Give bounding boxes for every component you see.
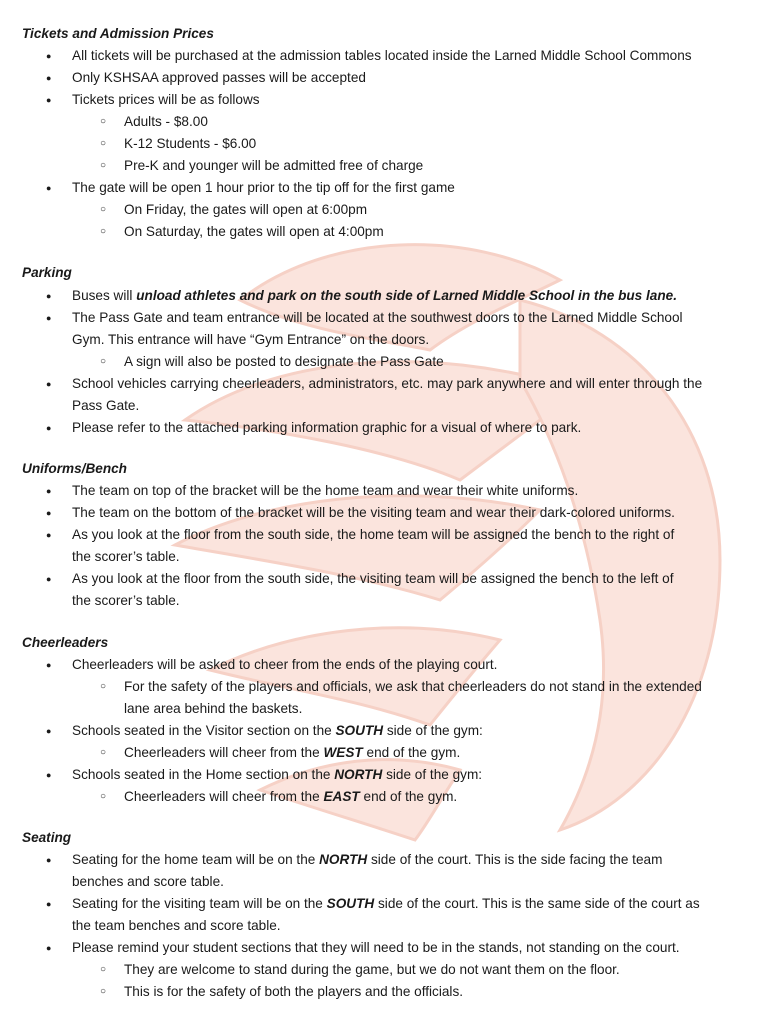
bullet-item: ● Cheerleaders will be asked to cheer from the ends of the playing court. (72, 654, 497, 676)
bullet-item: ● As you look at the floor from the south side, the home team will be assigned the bench to the right of (72, 524, 674, 546)
bullet-item: ● The team on the bottom of the bracket will be the visiting team and wear their dark-colored uniforms. (72, 502, 675, 524)
bullet-emphasis: SOUTH (335, 723, 384, 738)
bullet-continuation: benches and score table. (72, 874, 224, 889)
sub-bullet-item: ○ A sign will also be posted to designate the Pass Gate (124, 351, 444, 373)
bullet-text: end of the gym. (359, 789, 458, 804)
sub-bullet-item: ○ On Friday, the gates will open at 6:00pm (124, 199, 367, 221)
bullet-text: Seating for the home team will be on the (72, 852, 320, 867)
bullet-item: ● Please refer to the attached parking information graphic for a visual of where to park. (72, 417, 581, 439)
bullet-text: Schools seated in the Home section on the (72, 767, 335, 782)
bullet-text: side of the gym: (383, 723, 483, 738)
bullet-emphasis: SOUTH (326, 896, 375, 911)
bullet-item (72, 720, 483, 742)
bullet-text: end of the gym. (362, 745, 461, 760)
bullet-emphasis: NORTH (319, 852, 368, 867)
bullet-item: ● As you look at the floor from the south side, the visiting team will be assigned the bench to the left of (72, 568, 673, 590)
sub-bullet-item (124, 786, 457, 808)
bullet-item: ● The team on top of the bracket will be the home team and wear their white uniforms. (72, 480, 578, 502)
bullet-text: Cheerleaders will cheer from the (124, 789, 324, 804)
sub-bullet-item: ○ Adults - $8.00 (124, 111, 208, 133)
section-heading-seating: Seating (22, 830, 72, 845)
bullet-continuation: the team benches and score table. (72, 918, 281, 933)
bullet-text: Seating for the visiting team will be on the (72, 896, 327, 911)
section-heading-cheerleaders: Cheerleaders (22, 635, 109, 650)
bullet-item: ● All tickets will be purchased at the admission tables located inside the Larned Middle School Commons (72, 45, 692, 67)
section-heading-uniforms: Uniforms/Bench (22, 461, 127, 476)
section-heading-parking: Parking (22, 265, 72, 280)
sub-bullet-continuation: lane area behind the baskets. (124, 701, 303, 716)
bullet-text: side of the gym: (382, 767, 483, 782)
bullet-continuation: Gym. This entrance will have “Gym Entrance” on the doors. (72, 332, 430, 347)
bullet-text: side of the court. This is the side facing the team (367, 852, 663, 867)
bullet-item: ● Tickets prices will be as follows (72, 89, 260, 111)
bullet-text: side of the court. This is the same side of the court as (374, 896, 700, 911)
bullet-emphasis: NORTH (334, 767, 383, 782)
sub-bullet-item: ○ They are welcome to stand during the game, but we do not want them on the floor. (124, 959, 620, 981)
section-heading-tickets: Tickets and Admission Prices (22, 26, 214, 41)
bullet-item (72, 849, 662, 871)
bullet-item: ● Please remind your student sections that they will need to be in the stands, not standing on the court. (72, 937, 680, 959)
bullet-item (72, 285, 677, 307)
bullet-emphasis: WEST (323, 745, 363, 760)
bullet-item: ● The gate will be open 1 hour prior to the tip off for the first game (72, 177, 455, 199)
bullet-emphasis: EAST (323, 789, 360, 804)
sub-bullet-item: ○ K-12 Students - $6.00 (124, 133, 256, 155)
bullet-text: Buses will (72, 288, 137, 303)
bullet-text: Cheerleaders will cheer from the (124, 745, 324, 760)
bullet-item (72, 893, 700, 915)
sub-bullet-item (124, 742, 460, 764)
bullet-continuation: the scorer’s table. (72, 549, 180, 564)
bullet-item (72, 764, 482, 786)
bullet-continuation: the scorer’s table. (72, 593, 180, 608)
bullet-continuation: Pass Gate. (72, 398, 140, 413)
bullet-item: ● School vehicles carrying cheerleaders, administrators, etc. may park anywhere and will enter through the (72, 373, 702, 395)
bullet-item: ● The Pass Gate and team entrance will be located at the southwest doors to the Larned Middle School (72, 307, 683, 329)
sub-bullet-item: ○ This is for the safety of both the players and the officials. (124, 981, 463, 1003)
sub-bullet-item: ○ Pre-K and younger will be admitted free of charge (124, 155, 423, 177)
bullet-text: Schools seated in the Visitor section on the (72, 723, 336, 738)
sub-bullet-item: ○ For the safety of the players and officials, we ask that cheerleaders do not stand in the extended (124, 676, 702, 698)
bullet-item: ● Only KSHSAA approved passes will be accepted (72, 67, 366, 89)
sub-bullet-item: ○ On Saturday, the gates will open at 4:00pm (124, 221, 384, 243)
bullet-emphasis: unload athletes and park on the south side of Larned Middle School in the bus lane. (136, 288, 678, 303)
